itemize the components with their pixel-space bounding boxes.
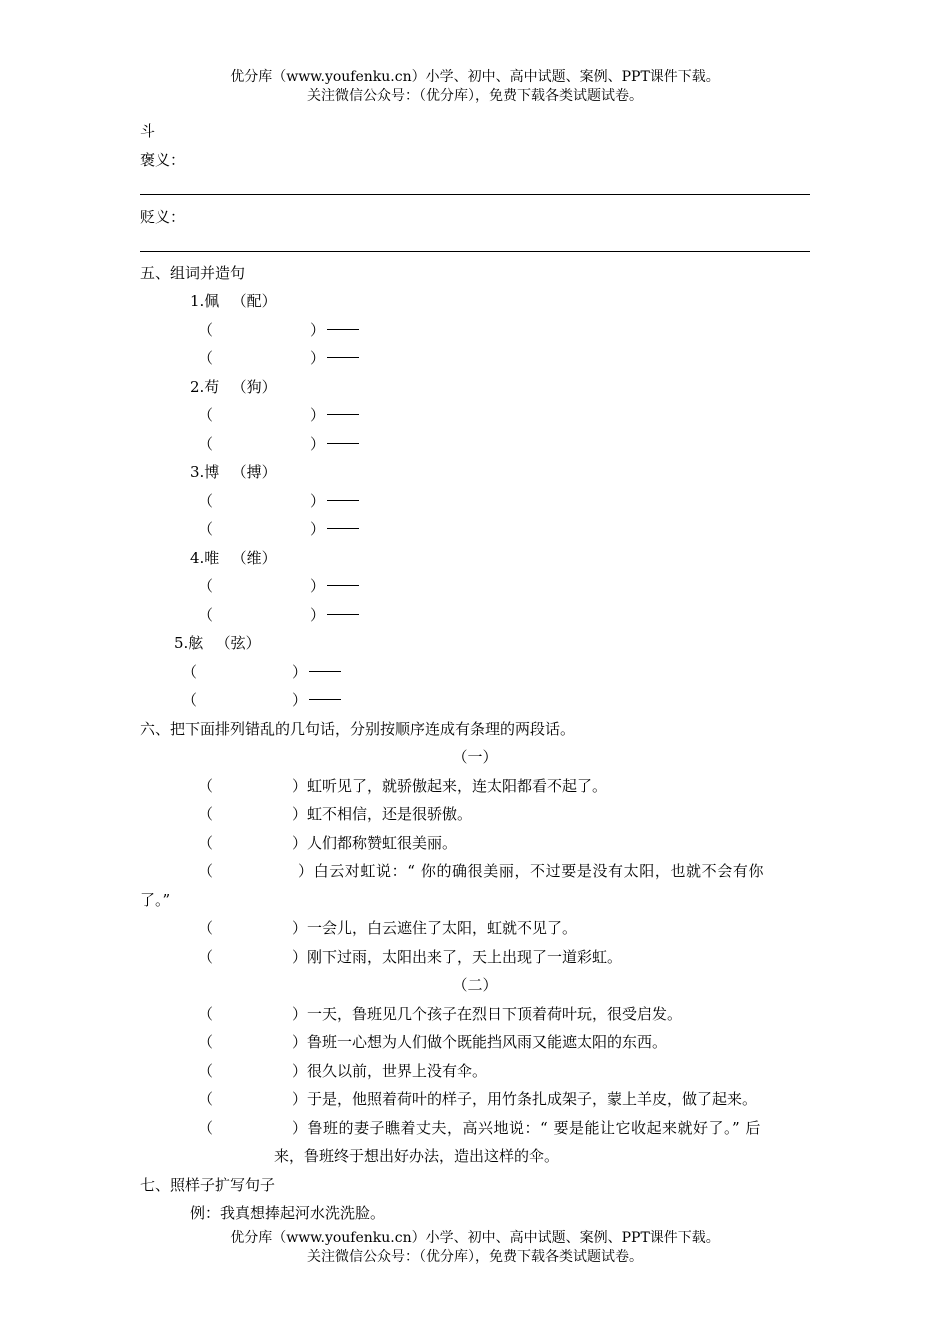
group-1-title: （一） [452, 748, 498, 766]
paren-close: ） [292, 919, 308, 937]
paren-open: （ [198, 919, 214, 937]
sentence-row [292, 805, 472, 823]
answer-blank [310, 406, 359, 424]
sentence-text: 鲁班一心想为人们做个既能挡风雨又能遮太阳的东西。 [307, 1033, 668, 1051]
answer-blank [310, 435, 359, 453]
paren-open: （ [198, 777, 214, 795]
footer-line-1: 优分库（www.youfenku.cn）小学、初中、高中试题、案例、PPT课件下载。 [230, 1230, 720, 1246]
sentence-text: 虹不相信，还是很骄傲。 [307, 805, 473, 823]
answer-blank [310, 577, 359, 595]
sentence-row [292, 948, 622, 966]
paren-close: ） [310, 435, 326, 453]
paren-open: （ [198, 1062, 214, 1080]
blank-line [327, 414, 359, 415]
paren-close: ） [310, 321, 326, 339]
sentence-text: 很久以前，世界上没有伞。 [307, 1062, 488, 1080]
word-item-2: 2.苟 （狗） [190, 378, 277, 396]
paren-open: （ [198, 606, 214, 624]
negative-label: 贬义： [140, 208, 186, 226]
word-item-3: 3.博 （搏） [190, 463, 277, 481]
blank-line [327, 357, 359, 358]
paren-open: （ [198, 435, 214, 453]
sentence-row [292, 1005, 682, 1023]
paren-open: （ [198, 1090, 214, 1108]
paren-close: ） [292, 1033, 308, 1051]
sentence-row [292, 1062, 487, 1080]
paren-open: （ [198, 805, 214, 823]
paren-close: ） [310, 520, 326, 538]
paren-close: ） [292, 1119, 308, 1137]
paren-close: ） [292, 1005, 308, 1023]
section-6-title: 六、把下面排列错乱的几句话，分别按顺序连成有条理的两段话。 [140, 720, 576, 738]
sentence-row [292, 1090, 757, 1108]
answer-line [140, 194, 810, 195]
sentence-text: 白云对虹说：“ 你的确很美丽，不过要是没有太阳，也就不会有你 [313, 862, 765, 880]
word-item-1: 1.佩 （配） [190, 292, 277, 310]
paren-open: （ [198, 349, 214, 367]
paren-open: （ [198, 321, 214, 339]
sentence-text: 刚下过雨，太阳出来了，天上出现了一道彩虹。 [307, 948, 623, 966]
footer-line-2: 关注微信公众号：（优分库），免费下载各类试题试卷。 [307, 1249, 643, 1265]
answer-blank [310, 349, 359, 367]
answer-blank [292, 663, 341, 681]
blank-line [327, 585, 359, 586]
paren-open: （ [198, 862, 214, 880]
sentence-row [298, 862, 764, 880]
blank-line [309, 699, 341, 700]
sentence-text: 人们都称赞虹很美丽。 [307, 834, 458, 852]
blank-line [327, 614, 359, 615]
sentence-row [292, 1119, 761, 1137]
paren-open: （ [198, 1005, 214, 1023]
paren-open: （ [182, 663, 198, 681]
answer-line [140, 251, 810, 252]
paren-open: （ [182, 691, 198, 709]
sentence-text: 一会儿，白云遮住了太阳，虹就不见了。 [307, 919, 578, 937]
group-2-title: （二） [452, 976, 498, 994]
paren-close: ） [292, 1062, 308, 1080]
sentence-text: 于是，他照着荷叶的样子，用竹条扎成架子，蒙上羊皮，做了起来。 [307, 1090, 758, 1108]
paren-open: （ [198, 492, 214, 510]
paren-open: （ [198, 1119, 214, 1137]
blank-line [309, 671, 341, 672]
sentence-text: 一天，鲁班见几个孩子在烈日下顶着荷叶玩，很受启发。 [307, 1005, 683, 1023]
sentence-text: 鲁班的妻子瞧着丈夫，高兴地说：“ 要是能让它收起来就好了。” 后 [307, 1119, 761, 1137]
positive-label: 褒义： [140, 151, 186, 169]
paren-open: （ [198, 577, 214, 595]
sentence-text: 虹听见了，就骄傲起来，连太阳都看不起了。 [307, 777, 608, 795]
paren-close: ） [292, 948, 308, 966]
word-item-4: 4.唯 （维） [190, 549, 277, 567]
blank-line [327, 500, 359, 501]
leftover-word: 斗 [140, 122, 156, 140]
sentence-row [292, 777, 607, 795]
blank-line [327, 329, 359, 330]
sentence-row [292, 1033, 667, 1051]
answer-blank [292, 691, 341, 709]
example-sentence: 例：我真想捧起河水洗洗脸。 [190, 1204, 386, 1222]
paren-open: （ [198, 1033, 214, 1051]
paren-open: （ [198, 406, 214, 424]
paren-close: ） [292, 805, 308, 823]
paren-open: （ [198, 834, 214, 852]
paren-close: ） [292, 834, 308, 852]
answer-blank [310, 492, 359, 510]
sentence-continuation: 来，鲁班终于想出好办法，造出这样的伞。 [274, 1147, 560, 1165]
answer-blank [310, 321, 359, 339]
paren-close: ） [298, 862, 314, 880]
section-5-title: 五、组词并造句 [140, 264, 246, 282]
header-line-2: 关注微信公众号：（优分库），免费下载各类试题试卷。 [307, 88, 643, 104]
paren-close: ） [292, 663, 308, 681]
paren-close: ） [310, 492, 326, 510]
header-line-1: 优分库（www.youfenku.cn）小学、初中、高中试题、案例、PPT课件下载。 [230, 69, 720, 85]
section-7-title: 七、照样子扩写句子 [140, 1176, 276, 1194]
answer-blank [310, 606, 359, 624]
paren-close: ） [310, 406, 326, 424]
blank-line [327, 443, 359, 444]
paren-close: ） [292, 1090, 308, 1108]
paren-open: （ [198, 520, 214, 538]
answer-blank [310, 520, 359, 538]
sentence-continuation: 了。” [140, 891, 171, 909]
word-item-5: 5.舷 （弦） [174, 634, 261, 652]
paren-close: ） [310, 606, 326, 624]
sentence-row [292, 919, 577, 937]
paren-close: ） [310, 577, 326, 595]
blank-line [327, 528, 359, 529]
paren-open: （ [198, 948, 214, 966]
sentence-row [292, 834, 457, 852]
paren-close: ） [292, 691, 308, 709]
paren-close: ） [292, 777, 308, 795]
paren-close: ） [310, 349, 326, 367]
